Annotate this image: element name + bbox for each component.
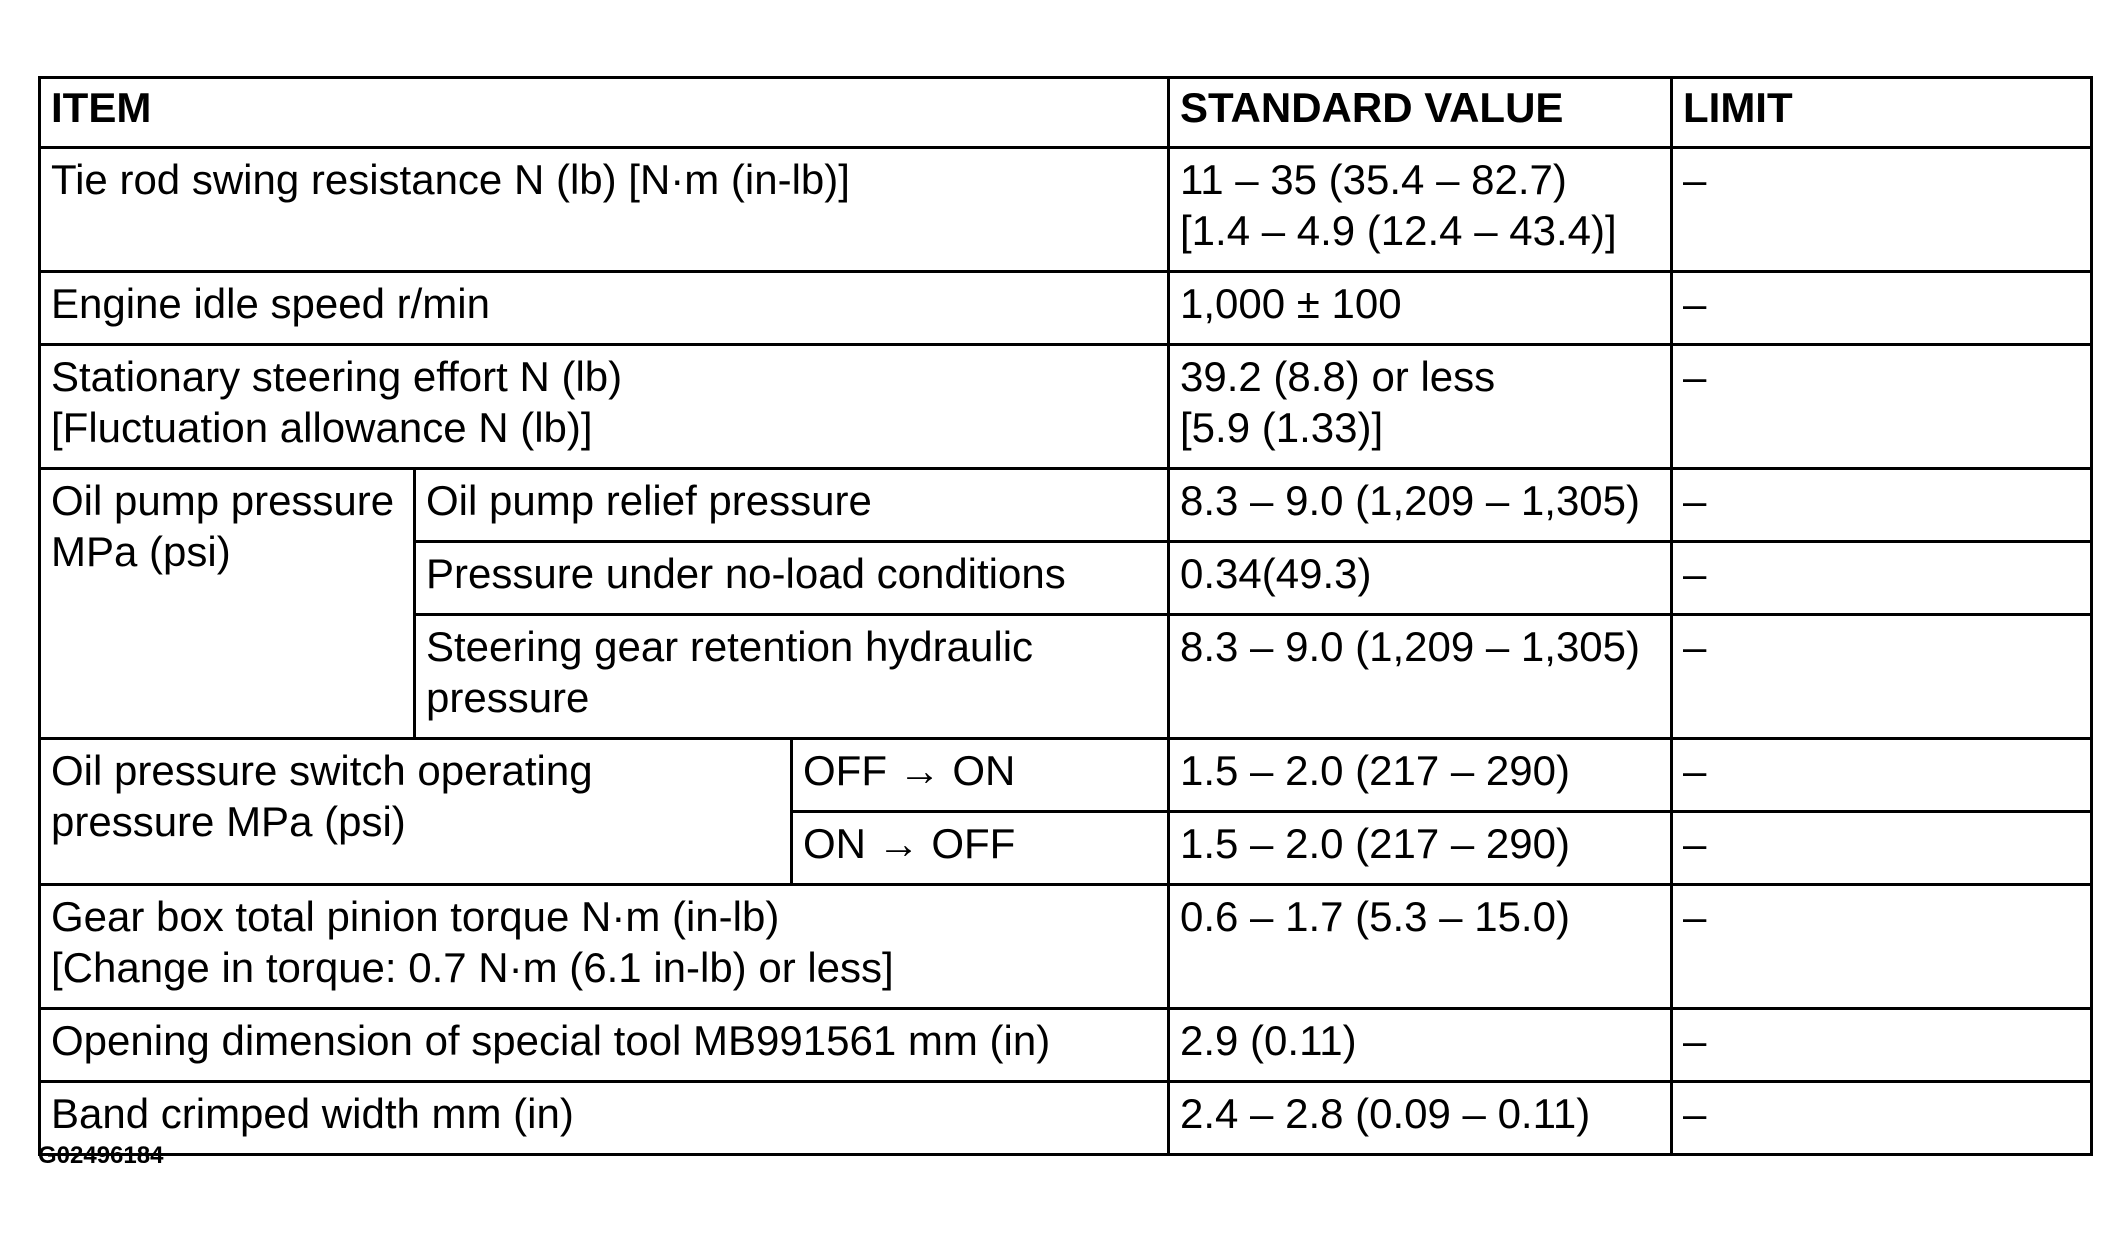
item-cell bbox=[415, 542, 1169, 615]
limit-cell: – bbox=[1672, 885, 2092, 1009]
table-row bbox=[40, 739, 2092, 812]
table-row bbox=[40, 1009, 2092, 1082]
value-cell bbox=[1169, 885, 1672, 1009]
header-limit: LIMIT bbox=[1672, 78, 2092, 148]
limit-cell: – bbox=[1672, 1082, 2092, 1155]
group-text: Oil pump pressure bbox=[51, 477, 395, 524]
item-text: [Change in torque: 0.7 N·m (6.1 in-lb) or less] bbox=[51, 944, 894, 991]
group-text: MPa (psi) bbox=[51, 528, 231, 575]
value-text: [1.4 – 4.9 (12.4 – 43.4)] bbox=[1180, 207, 1617, 254]
item-cell bbox=[40, 1082, 1169, 1155]
table-row bbox=[40, 272, 2092, 345]
header-item: ITEM bbox=[40, 78, 1169, 148]
item-text: Stationary steering effort N (lb) bbox=[51, 353, 623, 400]
value-cell bbox=[1169, 272, 1672, 345]
limit-cell: – bbox=[1672, 739, 2092, 812]
limit-cell: – bbox=[1672, 812, 2092, 885]
value-text: 8.3 – 9.0 (1,209 – 1,305) bbox=[1180, 477, 1641, 524]
value-cell bbox=[1169, 345, 1672, 469]
value-text: 2.9 (0.11) bbox=[1180, 1017, 1357, 1064]
value-text: 1,000 ± 100 bbox=[1180, 280, 1402, 327]
item-cell bbox=[40, 885, 1169, 1009]
limit-cell: – bbox=[1672, 345, 2092, 469]
table-row bbox=[40, 1082, 2092, 1155]
value-text: 11 – 35 (35.4 – 82.7) bbox=[1180, 156, 1567, 203]
limit-cell: – bbox=[1672, 272, 2092, 345]
group-text: pressure MPa (psi) bbox=[51, 798, 406, 845]
value-text: 0.6 – 1.7 (5.3 – 15.0) bbox=[1180, 893, 1570, 940]
item-text: Oil pump relief pressure bbox=[426, 477, 872, 524]
value-cell bbox=[1169, 615, 1672, 739]
limit-cell: – bbox=[1672, 615, 2092, 739]
item-cell bbox=[40, 148, 1169, 272]
limit-cell: – bbox=[1672, 1009, 2092, 1082]
value-cell bbox=[1169, 739, 1672, 812]
group-cell bbox=[40, 739, 792, 885]
item-text: ON → OFF bbox=[803, 820, 1016, 867]
table-row bbox=[40, 885, 2092, 1009]
figure-code: G02496184 bbox=[38, 1142, 164, 1169]
value-cell bbox=[1169, 1009, 1672, 1082]
item-text: OFF → ON bbox=[803, 747, 1016, 794]
value-text: 1.5 – 2.0 (217 – 290) bbox=[1180, 820, 1570, 867]
item-cell bbox=[792, 739, 1169, 812]
item-text: Pressure under no-load conditions bbox=[426, 550, 1066, 597]
item-cell bbox=[40, 1009, 1169, 1082]
table-row bbox=[40, 148, 2092, 272]
value-text: 2.4 – 2.8 (0.09 – 0.11) bbox=[1180, 1090, 1591, 1137]
item-cell bbox=[415, 615, 1169, 739]
table-row bbox=[40, 345, 2092, 469]
value-text: 0.34(49.3) bbox=[1180, 550, 1372, 597]
value-text: 39.2 (8.8) or less bbox=[1180, 353, 1496, 400]
limit-cell: – bbox=[1672, 148, 2092, 272]
value-cell bbox=[1169, 1082, 1672, 1155]
item-cell bbox=[415, 469, 1169, 542]
limit-cell: – bbox=[1672, 542, 2092, 615]
value-cell bbox=[1169, 148, 1672, 272]
item-text: [Fluctuation allowance N (lb)] bbox=[51, 404, 593, 451]
item-text: Engine idle speed r/min bbox=[51, 280, 490, 327]
value-cell bbox=[1169, 812, 1672, 885]
value-cell bbox=[1169, 542, 1672, 615]
item-cell bbox=[40, 272, 1169, 345]
spec-table bbox=[38, 76, 2093, 1156]
item-cell bbox=[792, 812, 1169, 885]
item-text: Steering gear retention hydraulic bbox=[426, 623, 1034, 670]
item-text: Band crimped width mm (in) bbox=[51, 1090, 574, 1137]
group-text: Oil pressure switch operating bbox=[51, 747, 593, 794]
item-text: pressure bbox=[426, 674, 590, 721]
table-row bbox=[40, 469, 2092, 542]
value-text: 1.5 – 2.0 (217 – 290) bbox=[1180, 747, 1570, 794]
value-text: 8.3 – 9.0 (1,209 – 1,305) bbox=[1180, 623, 1641, 670]
item-text: Tie rod swing resistance N (lb) [N·m (in-lb)] bbox=[51, 156, 850, 203]
item-cell bbox=[40, 345, 1169, 469]
value-text: [5.9 (1.33)] bbox=[1180, 404, 1384, 451]
value-cell bbox=[1169, 469, 1672, 542]
item-text: Gear box total pinion torque N·m (in-lb) bbox=[51, 893, 780, 940]
limit-cell: – bbox=[1672, 469, 2092, 542]
header-row bbox=[40, 78, 2092, 148]
header-standard-value: STANDARD VALUE bbox=[1169, 78, 1672, 148]
group-cell bbox=[40, 469, 415, 739]
item-text: Opening dimension of special tool MB991561 mm (in) bbox=[51, 1017, 1051, 1064]
